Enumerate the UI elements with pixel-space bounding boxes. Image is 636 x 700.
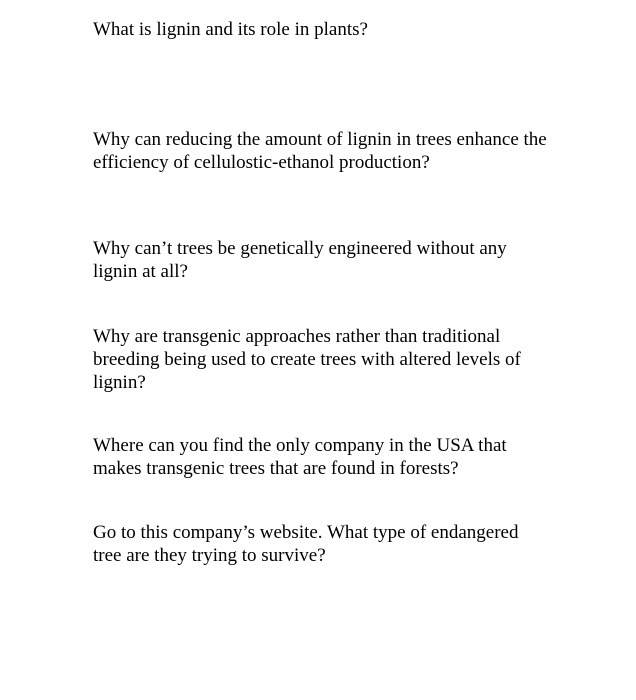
question-no-lignin: Why can’t trees be genetically engineered without any lignin at all? (93, 238, 507, 282)
question-company-location: Where can you find the only company in the USA that makes transgenic trees that are found in forests? (93, 435, 507, 479)
question-endangered-tree: Go to this company’s website. What type of endangered tree are they trying to survive? (93, 522, 519, 566)
question-transgenic-approaches: Why are transgenic approaches rather than traditional breeding being used to create trees with altered levels of lignin? (93, 326, 521, 393)
question-lignin-role: What is lignin and its role in plants? (93, 19, 368, 40)
question-reducing-lignin: Why can reducing the amount of lignin in trees enhance the efficiency of cellulostic-ethanol production? (93, 129, 547, 173)
